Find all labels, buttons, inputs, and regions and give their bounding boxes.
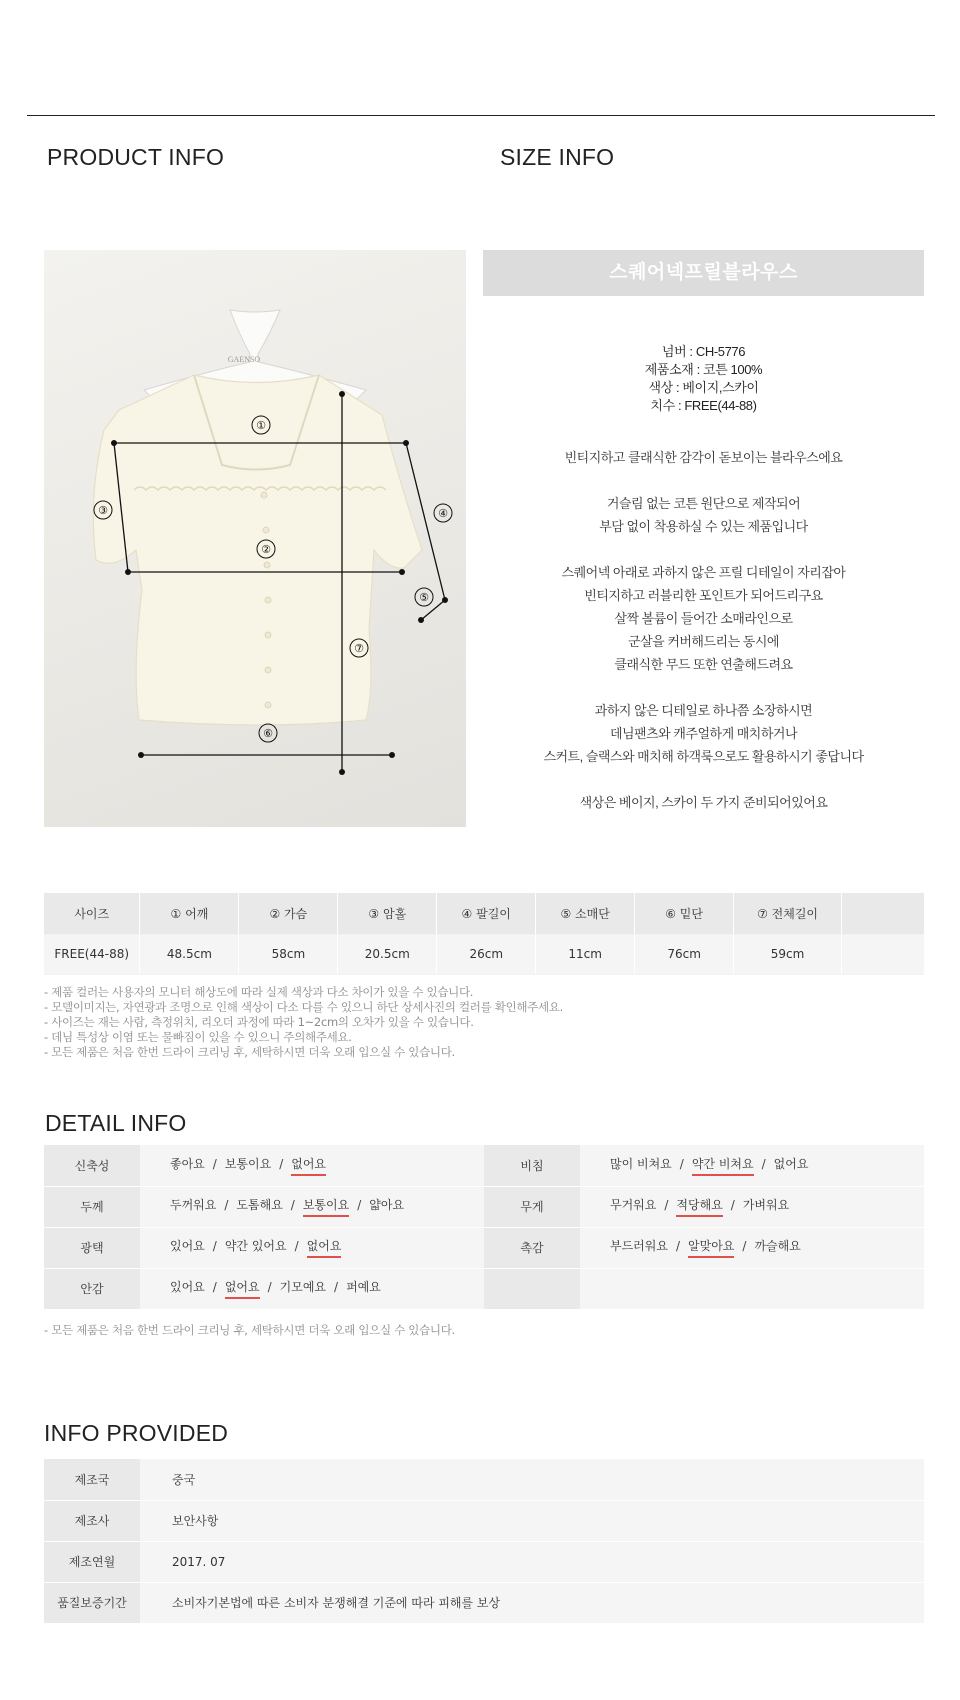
info-value: 보안사항 xyxy=(140,1500,924,1541)
note-line: - 데님 특성상 이염 또는 물빠짐이 있을 수 있으니 주의해주세요. xyxy=(44,1030,352,1044)
option-separator: / xyxy=(290,1198,295,1212)
product-description xyxy=(483,446,924,814)
note-line: - 사이즈는 재는 사람, 측정위치, 리오더 과정에 따라 1~2cm의 오차가 있을 수 있습니다. xyxy=(44,1015,474,1029)
table-row xyxy=(44,1582,924,1623)
description-line: 데님팬츠와 캐주얼하게 매치하거나 xyxy=(609,726,798,741)
detail-options xyxy=(580,1145,924,1186)
description-line xyxy=(483,469,924,492)
detail-label: 안감 xyxy=(44,1268,140,1309)
description-line: 군살을 커버해드리는 동시에 xyxy=(628,634,779,649)
detail-label: 촉감 xyxy=(484,1227,580,1268)
description-line: 빈티지하고 클래식한 감각이 돋보이는 블라우스에요 xyxy=(564,450,843,465)
top-divider xyxy=(27,115,935,116)
info-label: 제조사 xyxy=(44,1500,140,1541)
option-separator: / xyxy=(224,1198,229,1212)
option-separator: / xyxy=(212,1156,217,1171)
option-separator: / xyxy=(664,1198,669,1212)
detail-info-heading: DETAIL INFO xyxy=(45,1110,187,1136)
product-name-bar: 스퀘어넥프릴블라우스 xyxy=(483,250,924,296)
description-line xyxy=(483,676,924,699)
detail-label xyxy=(484,1268,580,1309)
detail-options xyxy=(140,1186,484,1227)
detail-option: 무거워요 xyxy=(610,1198,657,1212)
detail-option: 두꺼워요 xyxy=(170,1198,217,1212)
option-separator: / xyxy=(212,1280,217,1294)
info-value: 소비자기본법에 따른 소비자 분쟁해결 기준에 따라 피해를 보상 xyxy=(140,1582,924,1623)
marker-5: ⑤ xyxy=(419,591,429,604)
detail-option-selected: 없어요 xyxy=(225,1278,260,1299)
detail-option: 좋아요 xyxy=(170,1156,205,1171)
detail-option: 퍼예요 xyxy=(346,1280,381,1294)
option-separator: / xyxy=(357,1198,362,1212)
table-row xyxy=(44,934,925,974)
description-line: 빈티지하고 러블리한 포인트가 되어드리구요 xyxy=(584,588,823,603)
detail-label: 신축성 xyxy=(44,1145,140,1186)
marker-6: ⑥ xyxy=(263,727,273,740)
detail-label: 무게 xyxy=(484,1186,580,1227)
size-col-header: ⑥ 밑단 xyxy=(635,893,734,934)
detail-option-selected: 알맞아요 xyxy=(688,1237,734,1258)
option-separator: / xyxy=(294,1239,299,1253)
detail-option: 있어요 xyxy=(170,1239,205,1253)
size-info-heading: SIZE INFO xyxy=(500,144,615,170)
detail-option-selected: 보통이요 xyxy=(303,1196,349,1217)
detail-option: 부드러워요 xyxy=(610,1239,668,1253)
hanger-brand: GAENSO xyxy=(227,355,261,364)
detail-option-selected: 없어요 xyxy=(307,1237,342,1258)
option-separator: / xyxy=(730,1198,735,1212)
size-cell: 20.5cm xyxy=(338,934,437,974)
size-col-header: ① 어깨 xyxy=(140,893,239,934)
option-separator: / xyxy=(279,1156,284,1171)
detail-options xyxy=(140,1227,484,1268)
info-label: 품질보증기간 xyxy=(44,1582,140,1623)
size-cell: 11cm xyxy=(536,934,635,974)
marker-2: ② xyxy=(261,543,271,556)
table-row xyxy=(44,1145,924,1186)
detail-options xyxy=(580,1186,924,1227)
table-row xyxy=(44,1268,924,1309)
detail-label: 비침 xyxy=(484,1145,580,1186)
detail-options xyxy=(140,1145,484,1186)
size-col-header xyxy=(842,893,925,934)
marker-4: ④ xyxy=(438,507,448,520)
description-line: 클래식한 무드 또한 연출해드려요 xyxy=(614,657,793,672)
detail-label: 두께 xyxy=(44,1186,140,1227)
detail-options xyxy=(140,1268,484,1309)
detail-option: 가벼워요 xyxy=(742,1198,790,1212)
description-line: 부담 없이 착용하실 수 있는 제품입니다 xyxy=(599,519,808,534)
detail-option: 많이 비쳐요 xyxy=(610,1156,672,1171)
marker-7: ⑦ xyxy=(354,642,364,655)
size-col-header: ⑤ 소매단 xyxy=(536,893,635,934)
detail-option: 있어요 xyxy=(170,1280,205,1294)
size-col-header: ⑦ 전체길이 xyxy=(734,893,842,934)
description-line xyxy=(483,538,924,561)
size-notes xyxy=(44,985,563,1060)
note-line: - 모든 제품은 처음 한번 드라이 크리닝 후, 세탁하시면 더욱 오래 입으실 수 있습니다. xyxy=(44,1045,455,1059)
spec-material: 제품소재 : 코튼 100% xyxy=(644,362,763,377)
table-row xyxy=(44,1541,924,1582)
info-value: 2017. 07 xyxy=(140,1541,924,1582)
detail-label: 광택 xyxy=(44,1227,140,1268)
size-cell: 59cm xyxy=(734,934,842,974)
size-cell: 58cm xyxy=(239,934,338,974)
measurement-diagram xyxy=(44,250,466,827)
spec-size: 치수 : FREE(44-88) xyxy=(650,398,757,413)
info-label: 제조국 xyxy=(44,1459,140,1500)
detail-option-selected: 약간 비쳐요 xyxy=(692,1155,754,1176)
detail-option: 보통이요 xyxy=(224,1156,272,1171)
product-specs xyxy=(483,343,924,415)
marker-3: ③ xyxy=(98,504,108,517)
detail-option: 없어요 xyxy=(773,1156,809,1171)
size-cell: 76cm xyxy=(635,934,734,974)
note-line: - 제품 컬러는 사용자의 모니터 해상도에 따라 실제 색상과 다소 차이가 있을 수 있습니다. xyxy=(44,985,474,999)
size-cell: 48.5cm xyxy=(140,934,239,974)
info-label: 제조연월 xyxy=(44,1541,140,1582)
detail-options xyxy=(580,1268,924,1309)
description-line: 살짝 볼륨이 들어간 소매라인으로 xyxy=(614,611,793,626)
table-row xyxy=(44,1186,924,1227)
info-value: 중국 xyxy=(140,1459,924,1500)
size-col-header: 사이즈 xyxy=(44,893,140,934)
table-row xyxy=(44,1459,924,1500)
marker-1: ① xyxy=(256,419,266,432)
detail-options xyxy=(580,1227,924,1268)
spec-color: 색상 : 베이지,스카이 xyxy=(648,380,759,395)
option-separator: / xyxy=(267,1280,272,1294)
size-cell: FREE(44-88) xyxy=(44,934,140,974)
description-line: 과하지 않은 디테일로 하나쯤 소장하시면 xyxy=(594,703,813,718)
product-info-heading: PRODUCT INFO xyxy=(47,144,225,170)
table-row xyxy=(44,1500,924,1541)
detail-option: 얇아요 xyxy=(369,1198,405,1212)
table-row xyxy=(44,1227,924,1268)
option-separator: / xyxy=(675,1239,681,1253)
description-line: 색상은 베이지, 스카이 두 가지 준비되어있어요 xyxy=(579,795,828,810)
description-line: 스퀘어넥 아래로 과하지 않은 프릴 디테일이 자리잡아 xyxy=(561,565,846,580)
size-cell xyxy=(842,934,925,974)
spec-number: 넘버 : CH-5776 xyxy=(661,344,746,359)
size-col-header: ④ 팔길이 xyxy=(437,893,536,934)
option-separator: / xyxy=(334,1280,339,1294)
detail-option: 약간 있어요 xyxy=(224,1239,287,1253)
size-table xyxy=(44,893,925,975)
option-separator: / xyxy=(679,1156,684,1171)
size-table-header xyxy=(44,893,925,934)
info-table xyxy=(44,1459,924,1624)
description-line xyxy=(483,768,924,791)
size-cell: 26cm xyxy=(437,934,536,974)
detail-option-selected: 적당해요 xyxy=(676,1196,722,1217)
description-line: 거슬림 없는 코튼 원단으로 제작되어 xyxy=(606,496,801,511)
size-col-header: ② 가슴 xyxy=(239,893,338,934)
detail-note xyxy=(44,1323,455,1338)
detail-option: 도톰해요 xyxy=(236,1198,283,1212)
product-photo xyxy=(44,250,466,827)
description-line: 스커트, 슬랙스와 매치해 하객룩으로도 활용하시기 좋답니다 xyxy=(543,749,864,764)
note-line: - 모델이미지는, 자연광과 조명으로 인해 색상이 다소 다를 수 있으니 하단 상세사진의 컬러를 확인해주세요. xyxy=(44,1000,563,1014)
detail-option: 까슬해요 xyxy=(754,1239,801,1253)
size-col-header: ③ 암홀 xyxy=(338,893,437,934)
detail-option-selected: 없어요 xyxy=(291,1155,326,1176)
option-separator: / xyxy=(212,1239,217,1253)
info-provided-heading: INFO PROVIDED xyxy=(44,1420,229,1446)
detail-option: 기모예요 xyxy=(279,1280,327,1294)
detail-table xyxy=(44,1145,924,1310)
option-separator: / xyxy=(742,1239,747,1253)
option-separator: / xyxy=(761,1156,766,1171)
note-line: - 모든 제품은 처음 한번 드라이 크리닝 후, 세탁하시면 더욱 오래 입으실 수 있습니다. xyxy=(44,1323,455,1337)
